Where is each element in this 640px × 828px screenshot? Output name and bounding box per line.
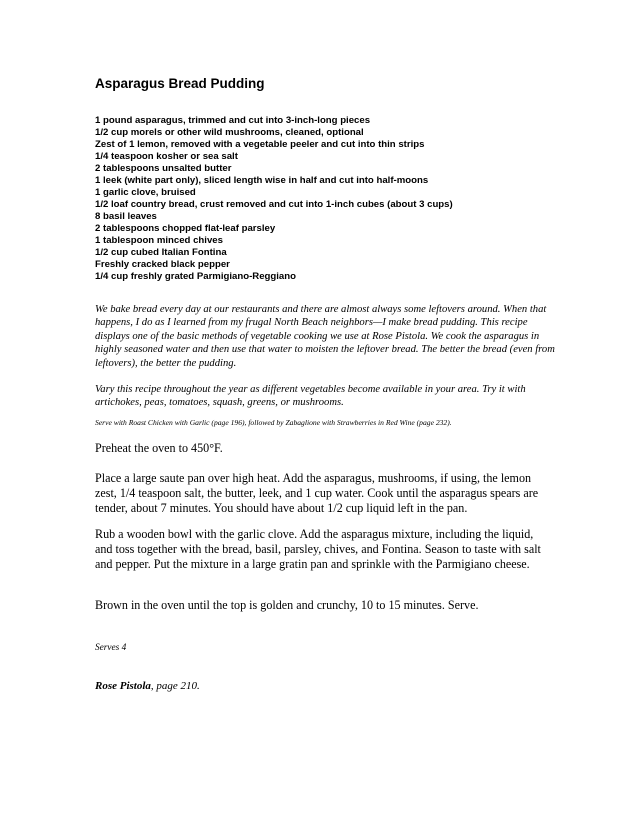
- method-step: Rub a wooden bowl with the garlic clove. Add the asparagus mixture, including the liquid, and toss together with the bread, basil, parsley, chives, and Fontina. Season to taste with salt and pepper. Put the mixture in a large gratin pan and sprinkle with the Parmigiano cheese.: [95, 527, 541, 571]
- ingredient-item: 1/4 cup freshly grated Parmigiano-Reggiano: [95, 271, 296, 282]
- source-page: , page 210.: [150, 680, 200, 692]
- ingredient-item: 2 tablespoons unsalted butter: [95, 163, 232, 174]
- variation-paragraph: Vary this recipe throughout the year as different vegetables become available in your area. Try it with artichokes, peas, tomatoes, squash, greens, or mushrooms.: [95, 384, 526, 409]
- recipe-title: Asparagus Bread Pudding: [95, 76, 265, 91]
- ingredient-item: 1 leek (white part only), sliced length wise in half and cut into half-moons: [95, 175, 429, 186]
- ingredient-item: 1 garlic clove, bruised: [95, 187, 196, 198]
- ingredient-item: 8 basil leaves: [95, 211, 157, 222]
- ingredient-item: Zest of 1 lemon, removed with a vegetable peeler and cut into thin strips: [95, 139, 425, 150]
- ingredient-item: 1/2 cup morels or other wild mushrooms, cleaned, optional: [95, 127, 364, 138]
- method-step: Preheat the oven to 450°F.: [95, 441, 223, 455]
- ingredient-item: 1/4 teaspoon kosher or sea salt: [95, 151, 238, 162]
- ingredient-item: 1 pound asparagus, trimmed and cut into 3-inch-long pieces: [95, 115, 371, 126]
- ingredient-list: [95, 115, 453, 283]
- method-step: Place a large saute pan over high heat. Add the asparagus, mushrooms, if using, the lemon zest, 1/4 teaspoon salt, the butter, leek, and 1 cup water. Cook until the asparagus spears are tender, about 7 minutes. You should have about 1/2 cup liquid left in the pan.: [95, 471, 539, 515]
- ingredient-item: 2 tablespoons chopped flat-leaf parsley: [95, 223, 276, 234]
- intro-paragraph: We bake bread every day at our restaurants and there are almost always some leftovers around. When that happens, I do as I learned from my frugal North Beach neighbors—I make bread pudding. This recipe displays one of the basic methods of vegetable cooking we use at Rose Pistola. We cook the asparagus in highly seasoned water and then use that water to moisten the leftover bread. The better the bread (even from leftovers), the better the pudding.: [95, 304, 555, 369]
- ingredient-item: 1/2 loaf country bread, crust removed and cut into 1-inch cubes (about 3 cups): [95, 199, 453, 210]
- source-citation: [95, 680, 200, 692]
- ingredient-item: 1 tablespoon minced chives: [95, 235, 223, 246]
- source-book-title: Rose Pistola: [95, 680, 151, 692]
- serving-suggestion: Serve with Roast Chicken with Garlic (page 196), followed by Zabaglione with Strawberries in Red Wine (page 232).: [95, 418, 452, 427]
- ingredient-item: Freshly cracked black pepper: [95, 259, 230, 270]
- serves-note: Serves 4: [95, 643, 127, 653]
- method-step: Brown in the oven until the top is golden and crunchy, 10 to 15 minutes. Serve.: [95, 598, 479, 612]
- ingredient-item: 1/2 cup cubed Italian Fontina: [95, 247, 227, 258]
